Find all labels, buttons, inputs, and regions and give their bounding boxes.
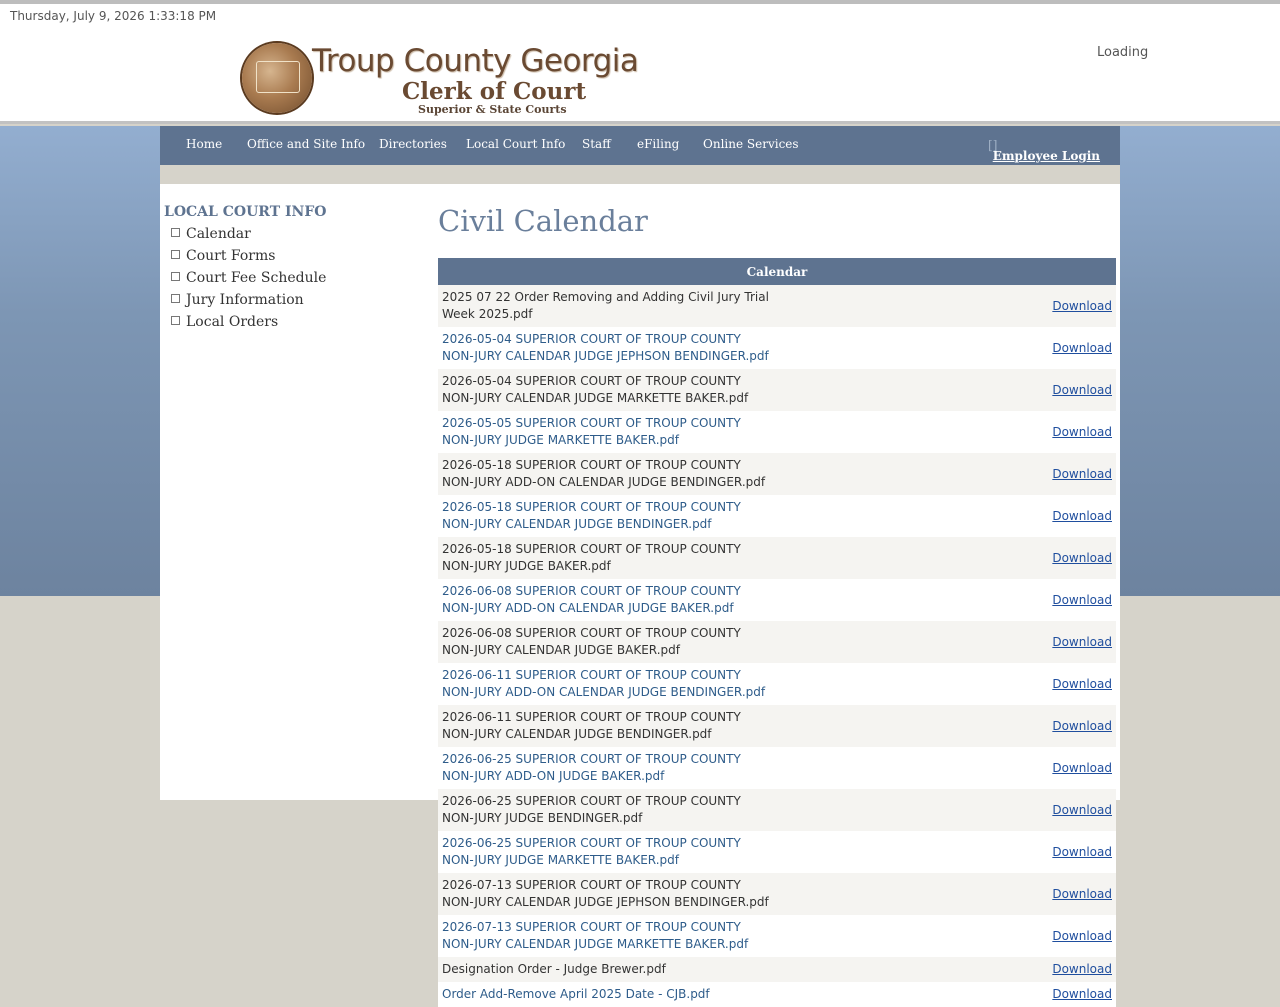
file-name: 2026-05-18 SUPERIOR COURT OF TROUP COUNTY NON-JURY CALENDAR JUDGE BENDINGER.pdf xyxy=(438,495,777,537)
download-link[interactable]: Download xyxy=(1052,424,1112,439)
site-logo[interactable] xyxy=(242,41,639,117)
table-row xyxy=(438,453,1116,495)
download-link[interactable]: Download xyxy=(1052,550,1112,565)
checkbox-bullet-icon xyxy=(171,316,180,325)
nav-local-court-info[interactable]: Local Court Info xyxy=(466,137,566,151)
download-link[interactable]: Download xyxy=(1052,508,1112,523)
bracket-open: [ xyxy=(988,138,993,152)
calendar-table-body xyxy=(438,285,1116,1007)
download-cell xyxy=(777,579,1116,621)
table-header-row xyxy=(438,258,1116,285)
table-row xyxy=(438,789,1116,831)
table-row xyxy=(438,579,1116,621)
content-area xyxy=(160,184,1120,1001)
checkbox-bullet-icon xyxy=(171,272,180,281)
download-cell xyxy=(777,873,1116,915)
download-cell xyxy=(777,663,1116,705)
nav-efiling[interactable]: eFiling xyxy=(637,137,680,151)
nav-subbar xyxy=(160,165,1120,184)
download-cell xyxy=(777,411,1116,453)
county-seal-icon xyxy=(242,43,312,113)
download-cell xyxy=(777,537,1116,579)
employee-login-wrapper xyxy=(988,138,1101,163)
file-name: Designation Order - Judge Brewer.pdf xyxy=(438,957,777,982)
logo-subtitle: Clerk of Court xyxy=(402,78,587,105)
table-header: Calendar xyxy=(438,258,1116,285)
current-datetime: Thursday, July 9, 2026 1:33:18 PM xyxy=(10,9,217,23)
file-name: 2026-07-13 SUPERIOR COURT OF TROUP COUNTY NON-JURY CALENDAR JUDGE MARKETTE BAKER.pdf xyxy=(438,915,777,957)
table-row xyxy=(438,495,1116,537)
download-link[interactable]: Download xyxy=(1052,676,1112,691)
table-row xyxy=(438,285,1116,327)
table-row xyxy=(438,873,1116,915)
download-link[interactable]: Download xyxy=(1052,760,1112,775)
download-cell xyxy=(777,747,1116,789)
file-name: 2026-06-25 SUPERIOR COURT OF TROUP COUNTY NON-JURY JUDGE MARKETTE BAKER.pdf xyxy=(438,831,777,873)
download-cell xyxy=(777,982,1116,1007)
bracket-close: ] xyxy=(992,138,998,152)
checkbox-bullet-icon xyxy=(171,228,180,237)
file-name: Order Add-Remove April 2025 Date - CJB.pdf xyxy=(438,982,777,1007)
table-row xyxy=(438,831,1116,873)
file-name: 2026-05-18 SUPERIOR COURT OF TROUP COUNTY NON-JURY JUDGE BAKER.pdf xyxy=(438,537,777,579)
download-link[interactable]: Download xyxy=(1052,466,1112,481)
file-name: 2026-06-11 SUPERIOR COURT OF TROUP COUNTY NON-JURY CALENDAR JUDGE BENDINGER.pdf xyxy=(438,705,777,747)
calendar-table xyxy=(438,258,1116,1007)
download-cell xyxy=(777,705,1116,747)
file-name: 2026-05-04 SUPERIOR COURT OF TROUP COUNTY NON-JURY CALENDAR JUDGE JEPHSON BENDINGER.pdf xyxy=(438,327,777,369)
download-cell xyxy=(777,957,1116,982)
table-row xyxy=(438,663,1116,705)
file-name: 2025 07 22 Order Removing and Adding Civil Jury Trial Week 2025.pdf xyxy=(438,285,777,327)
file-name: 2026-07-13 SUPERIOR COURT OF TROUP COUNTY NON-JURY CALENDAR JUDGE JEPHSON BENDINGER.pdf xyxy=(438,873,777,915)
sidebar-item-label[interactable]: Jury Information xyxy=(186,292,304,308)
table-row xyxy=(438,327,1116,369)
download-cell xyxy=(777,285,1116,327)
table-row xyxy=(438,705,1116,747)
file-name: 2026-05-18 SUPERIOR COURT OF TROUP COUNTY NON-JURY ADD-ON CALENDAR JUDGE BENDINGER.pdf xyxy=(438,453,777,495)
download-cell xyxy=(777,621,1116,663)
employee-login-link[interactable]: Employee Login xyxy=(992,149,1101,163)
download-cell xyxy=(777,831,1116,873)
sidebar-item-label[interactable]: Court Forms xyxy=(186,248,276,264)
download-cell xyxy=(777,327,1116,369)
download-cell xyxy=(777,789,1116,831)
download-link[interactable]: Download xyxy=(1052,718,1112,733)
download-link[interactable]: Download xyxy=(1052,802,1112,817)
file-name: 2026-05-04 SUPERIOR COURT OF TROUP COUNTY NON-JURY CALENDAR JUDGE MARKETTE BAKER.pdf xyxy=(438,369,777,411)
logo-title: Troup County Georgia xyxy=(312,43,639,79)
checkbox-bullet-icon xyxy=(171,250,180,259)
table-row xyxy=(438,982,1116,1007)
table-row xyxy=(438,957,1116,982)
page-title: Civil Calendar xyxy=(438,204,648,238)
download-link[interactable]: Download xyxy=(1052,634,1112,649)
nav-home[interactable]: Home xyxy=(186,137,223,151)
table-row xyxy=(438,621,1116,663)
site-header xyxy=(0,0,1280,124)
file-name: 2026-06-25 SUPERIOR COURT OF TROUP COUNTY NON-JURY JUDGE BENDINGER.pdf xyxy=(438,789,777,831)
sidebar-item-label[interactable]: Local Orders xyxy=(186,314,279,330)
table-row xyxy=(438,369,1116,411)
download-cell xyxy=(777,453,1116,495)
download-cell xyxy=(777,495,1116,537)
table-row xyxy=(438,537,1116,579)
main-navigation xyxy=(160,126,1120,165)
sidebar-item-label[interactable]: Court Fee Schedule xyxy=(186,270,327,286)
download-link[interactable]: Download xyxy=(1052,382,1112,397)
download-link[interactable]: Download xyxy=(1052,298,1112,313)
download-link[interactable]: Download xyxy=(1052,844,1112,859)
nav-directories[interactable]: Directories xyxy=(379,137,447,151)
download-link[interactable]: Download xyxy=(1052,340,1112,355)
nav-online-services[interactable]: Online Services xyxy=(703,137,799,151)
table-row xyxy=(438,411,1116,453)
download-link[interactable]: Download xyxy=(1052,592,1112,607)
sidebar-title: LOCAL COURT INFO xyxy=(164,204,327,220)
download-link[interactable]: Download xyxy=(1052,987,1112,1001)
nav-staff[interactable]: Staff xyxy=(582,137,611,151)
download-cell xyxy=(777,915,1116,957)
table-row xyxy=(438,747,1116,789)
logo-tagline: Superior & State Courts xyxy=(418,103,567,116)
nav-office-site-info[interactable]: Office and Site Info xyxy=(247,137,366,151)
file-name: 2026-06-11 SUPERIOR COURT OF TROUP COUNTY NON-JURY ADD-ON CALENDAR JUDGE BENDINGER.pdf xyxy=(438,663,777,705)
table-row xyxy=(438,915,1116,957)
checkbox-bullet-icon xyxy=(171,294,180,303)
file-name: 2026-06-25 SUPERIOR COURT OF TROUP COUNTY NON-JURY ADD-ON JUDGE BAKER.pdf xyxy=(438,747,777,789)
file-name: 2026-05-05 SUPERIOR COURT OF TROUP COUNTY NON-JURY JUDGE MARKETTE BAKER.pdf xyxy=(438,411,777,453)
loading-indicator: Loading xyxy=(1097,45,1149,60)
download-cell xyxy=(777,369,1116,411)
file-name: 2026-06-08 SUPERIOR COURT OF TROUP COUNTY NON-JURY ADD-ON CALENDAR JUDGE BAKER.pdf xyxy=(438,579,777,621)
sidebar-item-label[interactable]: Calendar xyxy=(186,226,251,242)
download-link[interactable]: Download xyxy=(1052,962,1112,976)
download-link[interactable]: Download xyxy=(1052,928,1112,943)
file-name: 2026-06-08 SUPERIOR COURT OF TROUP COUNTY NON-JURY CALENDAR JUDGE BAKER.pdf xyxy=(438,621,777,663)
download-link[interactable]: Download xyxy=(1052,886,1112,901)
